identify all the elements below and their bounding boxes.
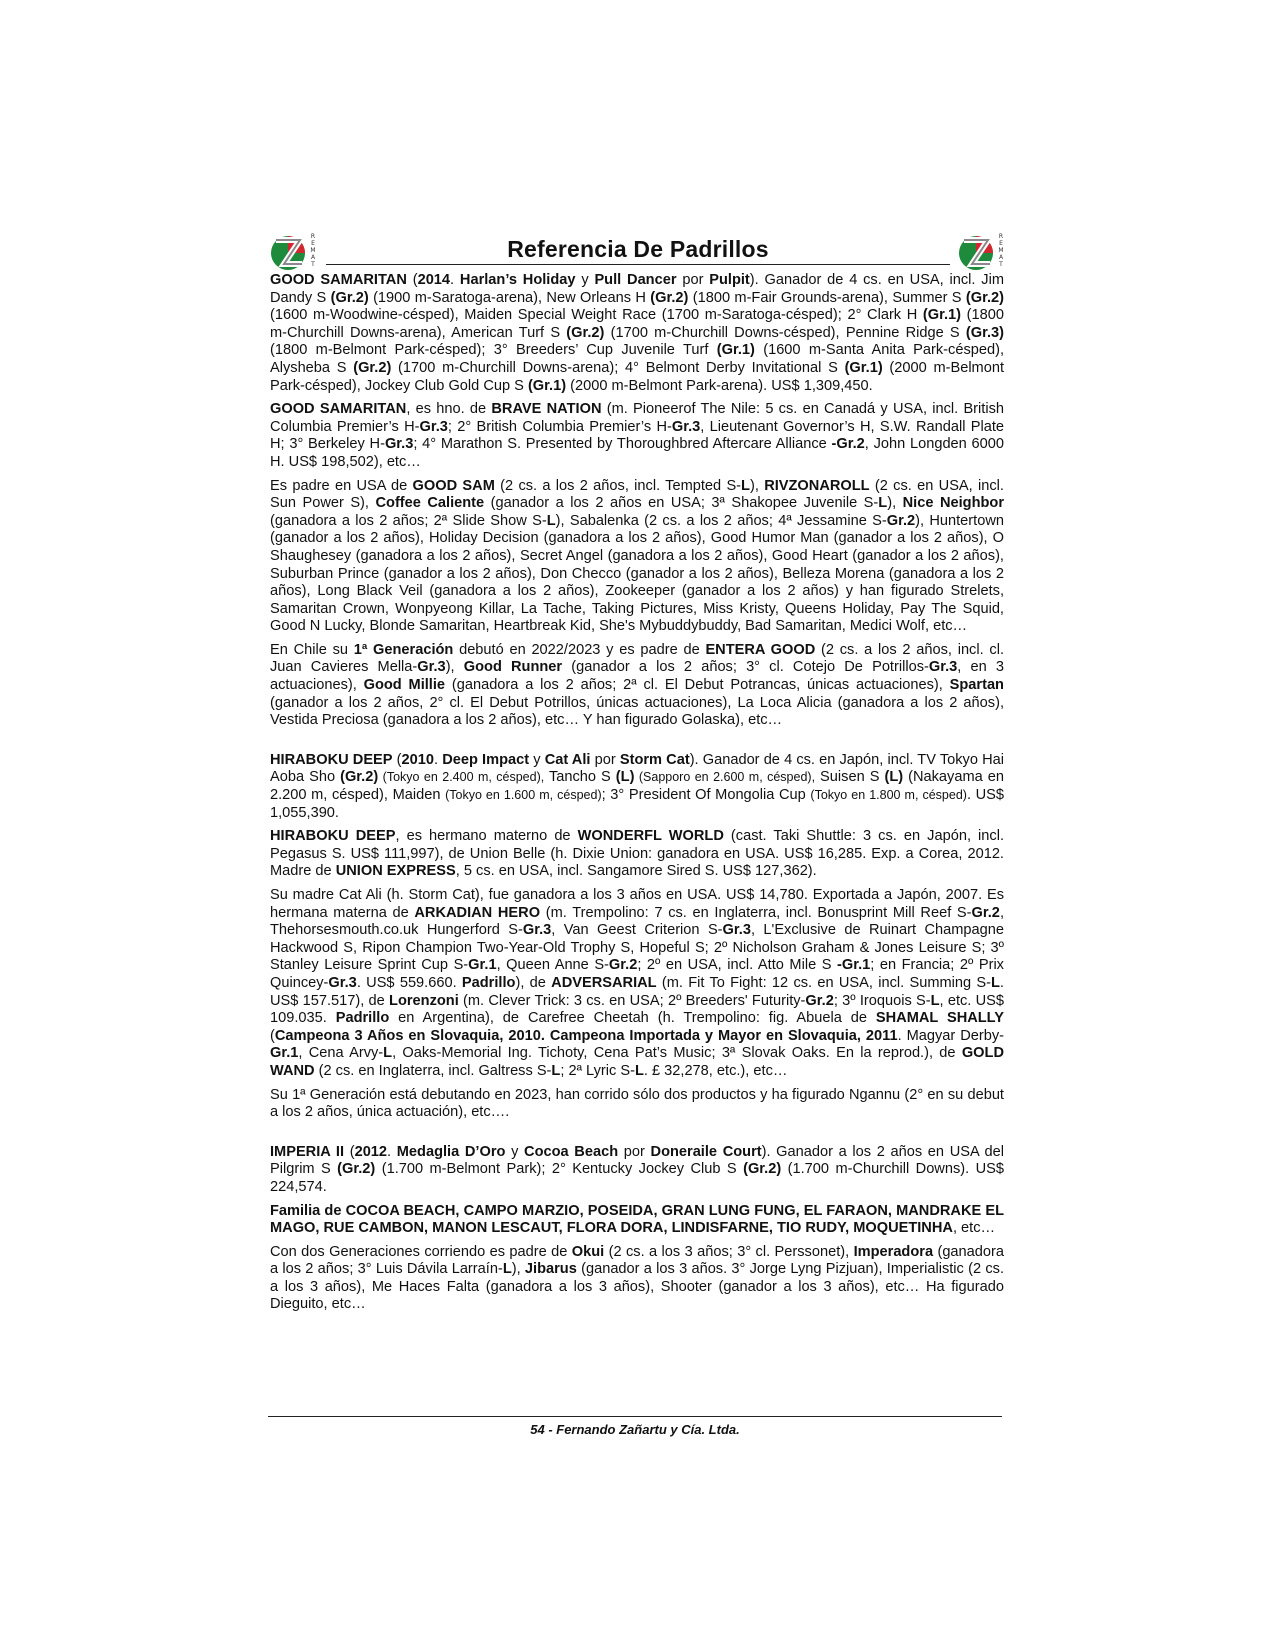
- text: y: [575, 272, 595, 288]
- bold-text: Gr.3: [384, 436, 414, 453]
- bold-text: GOOD SAMARITAN: [270, 272, 407, 288]
- text: , es hno. de: [406, 401, 492, 418]
- bold-text: L: [551, 1062, 561, 1079]
- bold-text: (Gr.2): [566, 324, 605, 341]
- text: (ganador a los 3 años. 3° Jorge Lyng Pizjuan), Imperialistic (2 cs. a los 3 años), Me Haces Falta (ganadora a los 3 años), Shooter (ganador a los 3 años), etc… Ha figurado Dieguito, etc…: [270, 1261, 1004, 1313]
- bold-text: 1ª Generación: [353, 641, 454, 658]
- text: En Chile su: [270, 641, 354, 658]
- bold-text: (Gr.3): [965, 324, 1005, 341]
- text: (cast. Taki Shuttle: 3 cs. en Japón, incl. Pegasus S. US$ 111,997), de Union Belle (h. Dixie Union: ganadora en USA. US$ 16,285. Exp. a Corea, 2012. Madre de: [270, 828, 1005, 880]
- bold-text: Pulpit: [709, 272, 750, 288]
- text: (1600 m-Woodwine-césped), Maiden Special Weight Race (1700 m-Saratoga-césped); 2° Clark H: [270, 307, 923, 324]
- text: (ganador a los 2 años, 2° cl. El Debut Potrillos, únicas actuaciones), La Loca Alicia (ganadora a los 2 años), Vestida Preciosa (ganadora a los 2 años), etc… Y han figurado Golaska), etc…: [270, 694, 1004, 729]
- text: (1800 m-Belmont Park-césped); 3° Breeders’ Cup Juvenile Turf: [270, 342, 717, 359]
- text: ; 4° Marathon S. Presented by Thoroughbred Aftercare Alliance: [413, 436, 832, 453]
- bold-text: (Gr.2): [650, 289, 689, 306]
- svg-text:E: E: [999, 240, 1003, 247]
- bold-text: Deep Impact: [442, 751, 530, 768]
- svg-text:M: M: [998, 247, 1004, 254]
- bold-text: UNION EXPRESS: [335, 863, 456, 880]
- bold-text: Gr.2: [608, 957, 638, 974]
- text: , Lieutenant Governor’s H, S.W. Randall Plate H; 3° Berkeley H-: [270, 418, 1004, 453]
- sire-paragraph-good-samaritan-progeny-chile: [270, 642, 1004, 730]
- sire-paragraph-imperia-ii-progeny: [270, 1244, 1004, 1314]
- text: Suisen S: [815, 769, 885, 786]
- text: (Nakayama en 2.200 m, césped), Maiden: [270, 769, 1004, 804]
- bold-text: ADVERSARIAL: [551, 974, 657, 991]
- zr-remates-logo-right: [958, 228, 1008, 274]
- text: (ganadora a los 2 años; 2ª cl. El Debut Potrancas, únicas actuaciones),: [445, 677, 950, 694]
- bold-text: HIRABOKU DEEP: [270, 751, 393, 768]
- bold-text: BRAVE NATION: [491, 401, 602, 418]
- bold-text: Harlan’s Holiday: [459, 272, 576, 288]
- text: (1.700 m-Belmont Park); 2° Kentucky Jockey Club S: [375, 1161, 744, 1178]
- text: , Queen Anne S-: [496, 957, 609, 974]
- bold-text: (Gr.1): [922, 307, 962, 324]
- zr-logo-icon: [270, 228, 320, 274]
- sire-paragraph-good-samaritan-family: [270, 401, 1004, 471]
- bold-text: Jibarus: [524, 1261, 577, 1278]
- bold-text: Nice Neighbor: [902, 495, 1004, 512]
- small-text: (Tokyo en 1.600 m, césped): [445, 788, 602, 803]
- text: , Thehorsesmouth.co.uk Hungerford S-: [270, 904, 1004, 939]
- bold-text: Gr.3: [671, 418, 701, 435]
- bold-text: ARKADIAN HERO: [414, 904, 541, 921]
- text: y: [505, 1143, 525, 1160]
- text: (: [344, 1143, 355, 1160]
- bold-text: Coffee Caliente: [375, 495, 485, 512]
- text: (1700 m-Churchill Downs-césped), Pennine Ridge S: [604, 324, 966, 341]
- bold-text: Padrillo: [335, 1010, 390, 1027]
- bold-text: GOOD SAM: [412, 477, 495, 494]
- text: , en 3 actuaciones),: [270, 659, 1004, 694]
- bold-text: (L): [615, 769, 635, 786]
- bold-text: Good Millie: [363, 677, 446, 694]
- text: ; 2º en USA, incl. Atto Mile S: [637, 957, 837, 974]
- bold-text: RIVZONAROLL: [764, 477, 870, 494]
- text: .: [387, 1143, 397, 1160]
- bold-text: L: [502, 1261, 512, 1278]
- bold-text: SHAMAL SHALLY: [875, 1010, 1004, 1027]
- text: ),: [445, 659, 464, 676]
- text: ; 3º Iroquois S-: [833, 992, 931, 1009]
- bold-text: Padrillo: [461, 974, 516, 991]
- bold-text: -Gr.2: [831, 436, 865, 453]
- text: (: [392, 751, 402, 768]
- bold-text: Gr.3: [928, 659, 958, 676]
- text: Su madre Cat Ali (h. Storm Cat), fue ganadora a los 3 años en USA. US$ 14,780. Exportada a Japón, 2007. Es hermana materna de: [270, 887, 1004, 921]
- small-text: (Tokyo en 1.800 m, césped): [810, 788, 967, 803]
- bold-text: Doneraile Court: [650, 1143, 762, 1160]
- text: (2000 m-Belmont Park-césped), Jockey Club Gold Cup S: [270, 359, 1005, 394]
- text: .: [434, 751, 443, 768]
- text: Su 1ª Generación está debutando en 2023, han corrido sólo dos productos y ha figurado Ngannu (2° en su debut a los 2 años, única actuación), etc….: [270, 1086, 1004, 1121]
- text: debutó en 2022/2023 y es padre de: [453, 641, 706, 658]
- zr-remates-logo-left: [270, 228, 320, 274]
- bold-text: (Gr.2): [743, 1161, 782, 1178]
- text: , Oaks-Memorial Ing. Tichoty, Cena Pat’s Music; 3ª Slovak Oaks. En la reprod.), de: [392, 1045, 962, 1062]
- text: (1600 m-Santa Anita Park-césped), Alysheba S: [270, 342, 1005, 376]
- text: por: [618, 1143, 651, 1160]
- bold-text: (Gr.1): [527, 377, 567, 394]
- text: por: [676, 272, 710, 288]
- bold-text: (Gr.2): [337, 1161, 376, 1178]
- bold-text: IMPERIA II: [270, 1143, 345, 1160]
- text: ),: [511, 1261, 525, 1278]
- text: ; 2ª Lyric S-: [560, 1062, 635, 1079]
- bold-text: Lorenzoni: [389, 992, 459, 1009]
- text: , Van Geest Criterion S-: [551, 922, 723, 939]
- bold-text: Gr.3: [419, 418, 448, 435]
- sire-paragraph-good-samaritan: [270, 272, 1004, 395]
- text: ; 2° British Columbia Premier’s H-: [447, 418, 672, 435]
- text: (: [406, 272, 418, 288]
- small-text: (Tokyo en 2.400 m, césped),: [378, 770, 545, 785]
- bold-text: L: [634, 1062, 644, 1079]
- text: y: [529, 751, 545, 768]
- text: (ganador a los 2 años; 3° cl. Cotejo De Potrillos-: [562, 659, 929, 676]
- sire-paragraph-hiraboku-deep-progeny: [270, 1087, 1004, 1122]
- bold-text: Gr.3: [417, 659, 446, 676]
- bold-text: Cat Ali: [544, 751, 591, 768]
- text: por: [590, 751, 620, 768]
- text: . Magyar Derby-: [897, 1027, 1004, 1044]
- bold-text: Familia de COCOA BEACH, CAMPO MARZIO, POSEIDA, GRAN LUNG FUNG, EL FARAON, MANDRAKE EL MAGO, RUE CAMBON, MANON LESCAUT, FLORA DORA, LINDISFARNE, TIO RUDY, MOQUETINHA: [270, 1202, 1004, 1237]
- text: . US$ 157.517), de: [270, 974, 1004, 1009]
- sire-paragraph-good-samaritan-progeny-usa: [270, 478, 1004, 636]
- text: , Cena Arvy-: [298, 1045, 384, 1062]
- text: ), Huntertown (ganador a los 2 años), Holiday Decision (ganadora a los 2 años), Good Humor Man (ganador a los 2 años), O Shaughesey (ganadora a los 2 años), Secret Angel (ganadora a los 2 años), Good Heart (ganador a los 2 años), Suburban Prince (ganador a los 2 años), Don Checco (ganador a los 2 años), Belleza Morena (ganadora a los 2 años), Long Black Veil (ganadora a los 2 años), Zookeeper (ganador a los 2 años) y han figurado Strelets, Samaritan Crown, Wonpyeong Killar, La Tache, Taking Pictures, Miss Kristy, Queens Holiday, Pay The Squid, Good N Lucky, Blonde Samaritan, Heartbreak Kid, She's Mybuddybuddy, Bad Samaritan, Medici Wolf, etc…: [270, 512, 1004, 635]
- bold-text: Gr.3: [722, 922, 751, 939]
- bold-text: (Gr.2): [965, 289, 1004, 306]
- text: (2 cs. en Inglaterra, incl. Galtress S-: [314, 1062, 552, 1079]
- svg-text:R: R: [998, 233, 1004, 240]
- text: (1800 m-Fair Grounds-arena), Summer S: [688, 289, 966, 306]
- sire-paragraph-hiraboku-deep: [270, 752, 1004, 822]
- text: (2 cs. a los 2 años, incl. Tempted S-: [494, 477, 742, 494]
- bold-text: 2012: [354, 1143, 388, 1160]
- text: , L'Exclusive de Ruinart Champagne Hackwood S, Ripon Champion Two-Year-Old Trophy S, Hopeful S; 2º Nicholson Graham & Jones Leisure S; 3º Stanley Leisure Sprint Cup S-: [270, 922, 1004, 974]
- bold-text: Spartan: [949, 677, 1004, 694]
- text: (m. Clever Trick: 3 cs. en USA; 2º Breeders' Futurity-: [458, 992, 806, 1009]
- zr-logo-icon: [958, 228, 1008, 274]
- bold-text: Medaglia D’Oro: [396, 1143, 506, 1160]
- text: ; en Francia; 2º Prix Quincey-: [270, 957, 1004, 991]
- text: (ganadora a los 2 años; 3° Luis Dávila Larraín-: [270, 1243, 1004, 1278]
- text: (ganadora a los 2 años; 2ª Slide Show S-: [270, 512, 547, 529]
- text: (ganador a los 2 años en USA; 3ª Shakopee Juvenile S-: [484, 495, 879, 512]
- bold-text: Pull Dancer: [594, 272, 677, 288]
- text: .: [450, 272, 460, 288]
- text: (1.700 m-Churchill Downs). US$ 224,574.: [270, 1161, 1004, 1195]
- svg-text:E: E: [311, 240, 315, 247]
- page-footer: 54 - Fernando Zañartu y Cía. Ltda.: [268, 1416, 1002, 1437]
- text: (1700 m-Churchill Downs-arena); 4° Belmont Derby Invitational S: [391, 359, 845, 376]
- text: (2 cs. a los 3 años; 3° cl. Perssonet),: [604, 1243, 854, 1260]
- bold-text: (Gr.1): [716, 342, 755, 359]
- bold-text: GOOD SAMARITAN: [270, 401, 407, 418]
- svg-text:A: A: [310, 254, 316, 261]
- svg-text:M: M: [310, 247, 316, 254]
- sire-paragraph-imperia-ii-family: [270, 1203, 1004, 1238]
- bold-text: 2010: [401, 751, 435, 768]
- text: Tancho S: [544, 769, 616, 786]
- bold-text: (L): [884, 769, 904, 786]
- text: Con dos Generaciones corriendo es padre de: [270, 1243, 572, 1260]
- text: (2 cs. a los 2 años, incl. cl. Juan Cavieres Mella-: [270, 641, 1004, 676]
- text: ),: [887, 495, 903, 512]
- bold-text: Good Runner: [463, 659, 563, 676]
- text: (1800 m-Churchill Downs-arena), American Turf S: [270, 307, 1004, 341]
- bold-text: L: [741, 477, 750, 494]
- bold-text: Gr.2: [971, 904, 1000, 921]
- sire-paragraph-imperia-ii: [270, 1144, 1004, 1197]
- text: ). Ganador de 4 cs. en USA, incl. Jim Dandy S: [270, 272, 1004, 306]
- bold-text: -Gr.1: [837, 957, 871, 974]
- bold-text: Gr.2: [886, 512, 916, 529]
- text: . US$ 1,055,390.: [270, 787, 1005, 821]
- bold-text: (Gr.2): [340, 769, 379, 786]
- text: en Argentina), de Carefree Cheetah (h. Trempolino: fig. Abuela de: [389, 1010, 876, 1027]
- text: ), Sabalenka (2 cs. a los 2 años; 4ª Jessamine S-: [555, 512, 887, 529]
- bold-text: (Gr.1): [844, 359, 883, 376]
- page: [270, 222, 1004, 1320]
- text: , John Longden 6000 H. US$ 198,502), etc…: [270, 436, 1004, 470]
- bold-text: Campeona 3 Años en Slovaquia, 2010. Campeona Importada y Mayor en Slovaquia, 2011: [274, 1027, 898, 1044]
- text: ; 3° President Of Mongolia Cup: [601, 787, 811, 804]
- bold-text: L: [383, 1045, 393, 1062]
- sire-paragraph-hiraboku-deep-dam: [270, 887, 1004, 1081]
- small-text: (Sapporo en 2.600 m, césped),: [634, 770, 816, 785]
- bold-text: ENTERA GOOD: [705, 641, 816, 658]
- page-header: [270, 222, 1004, 272]
- sire-paragraph-hiraboku-deep-family: [270, 828, 1004, 881]
- text: , etc. US$ 109.035.: [270, 992, 1005, 1027]
- bold-text: Gr.1: [468, 957, 497, 974]
- page-title: Referencia De Padrillos: [326, 236, 950, 265]
- svg-text:R: R: [310, 233, 316, 240]
- text: ), de: [515, 974, 552, 991]
- text: (2000 m-Belmont Park-arena). US$ 1,309,450.: [566, 377, 873, 394]
- text: , etc…: [952, 1220, 996, 1237]
- text: ). Ganador a los 2 años en USA del Pilgrim S: [270, 1143, 1005, 1178]
- bold-text: HIRABOKU DEEP: [270, 828, 396, 845]
- bold-text: Gr.2: [805, 992, 834, 1009]
- bold-text: Gr.3: [522, 922, 552, 939]
- sire-references: [270, 272, 1004, 1314]
- text: Es padre en USA de: [270, 477, 413, 494]
- text: . US$ 559.660.: [356, 974, 462, 991]
- bold-text: 2014: [417, 272, 451, 288]
- bold-text: L: [546, 512, 556, 529]
- bold-text: L: [878, 495, 888, 512]
- text: (1900 m-Saratoga-arena), New Orleans H: [368, 289, 651, 306]
- text: , es hermano materno de: [395, 828, 578, 845]
- text: ). Ganador de 4 cs. en Japón, incl. TV Tokyo Hai Aoba Sho: [270, 751, 1005, 786]
- text: (m. Trempolino: 7 cs. en Inglaterra, incl. Bonusprint Mill Reef S-: [540, 904, 972, 921]
- text: (m. Pioneerof The Nile: 5 cs. en Canadá y USA, incl. British Columbia Premier’s H-: [270, 401, 1004, 435]
- bold-text: WONDERFL WORLD: [577, 828, 724, 845]
- bold-text: Cocoa Beach: [524, 1143, 619, 1160]
- bold-text: Storm Cat: [619, 751, 690, 768]
- text: (: [270, 1027, 275, 1044]
- text: . £ 32,278, etc.), etc…: [643, 1062, 788, 1079]
- bold-text: (Gr.2): [353, 359, 392, 376]
- bold-text: Imperadora: [853, 1243, 934, 1260]
- bold-text: L: [930, 992, 940, 1009]
- bold-text: L: [991, 974, 1000, 991]
- text: ),: [749, 477, 765, 494]
- text: , 5 cs. en USA, incl. Sangamore Sired S. US$ 127,362).: [455, 863, 817, 880]
- svg-text:A: A: [998, 254, 1004, 261]
- svg-text:T: T: [311, 261, 315, 268]
- bold-text: GOLD WAND: [270, 1045, 1004, 1079]
- bold-text: Okui: [571, 1243, 605, 1260]
- svg-text:T: T: [999, 261, 1003, 268]
- text: (m. Fit To Fight: 12 cs. en USA, incl. Summing S-: [656, 974, 991, 991]
- bold-text: Gr.1: [270, 1045, 299, 1062]
- bold-text: Gr.3: [328, 974, 357, 991]
- text: (2 cs. en USA, incl. Sun Power S),: [270, 477, 1004, 512]
- bold-text: (Gr.2): [330, 289, 369, 306]
